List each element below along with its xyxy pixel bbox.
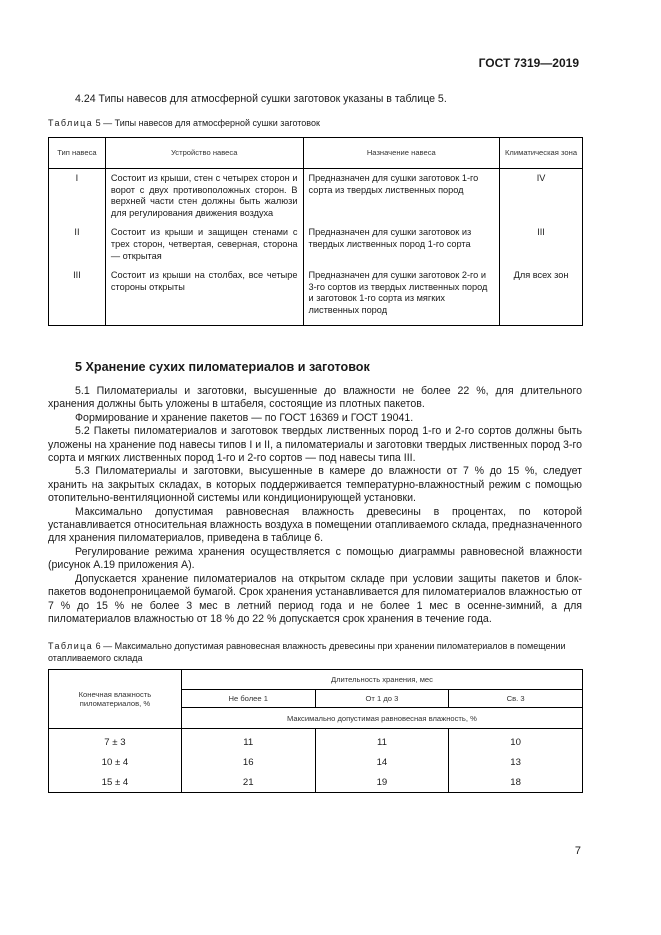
table-row [49,169,583,228]
paragraph: Максимально допустимая равновесная влажность древесины в процентах, по которой устанавливается относительная влажность воздуха в помещении отапливаемого склада, предназначенного для хранения пиломатериалов, приведена в таблице 6. [48,505,582,545]
paragraph: 5.2 Пакеты пиломатериалов и заготовок твердых лиственных пород 1-го и 2-го сортов должны быть уложены на хранение под навесы типов I и II, а пиломатериалы и заготовки твердых лиственных пород 3-го сорта и мягких лиственных пород 1-го и 2-го сортов — под навесы типа III. [48,425,582,465]
table5-header-type: Тип навеса [49,138,106,169]
table6-header-period: Не более 1 [181,690,315,708]
table6-header-period: Св. 3 [449,690,583,708]
paragraph: Регулирование режима хранения осуществляется с помощью диаграммы равновесной влажности (рисунок А.19 приложения А). [48,545,582,572]
table5-cell-type: III [49,270,106,325]
table5-cell-zone: Для всех зон [500,270,583,325]
table5-cell-zone: III [500,227,583,270]
table5-cell-structure: Состоит из крыши на столбах, все четыре стороны открыты [105,270,303,325]
table5-cell-structure: Состоит из крыши, стен с четырех сторон и ворот с двух противоположных сторон. В верхней части стен должны быть жалюзи для регулирования движения воздуха [105,169,303,228]
table6-caption-text: 6 — Максимально допустимая равновесная влажность древесины при хранении пиломатериалов в помещении отапливаемого склада [48,641,566,663]
table5-cell-purpose: Предназначен для сушки заготовок из твердых лиственных пород 1-го сорта [303,227,500,270]
page-number: 7 [574,845,581,857]
table6-cell: 11 [181,729,315,753]
table6-header-equilibrium: Максимально допустимая равновесная влажность, % [181,708,582,729]
table5-cell-structure: Состоит из крыши и защищен стенами с трех сторон, четвертая, северная, сторона — открытая [105,227,303,270]
paragraph: Допускается хранение пиломатериалов на открытом складе при условии защиты пакетов и блок-пакетов водонепроницаемой бумагой. Срок хранения устанавливается для пиломатериалов влажностью от 7 % до 15 % не более 3 мес в летний период года и не более 1 мес в осенне-зимний, а для пиломатериалов влажностью от 18 % до 22 % допускается срок хранения в течение года. [48,572,582,625]
table5-cell-type: I [49,169,106,228]
table5-cell-zone: IV [500,169,583,228]
table5-cell-type: II [49,227,106,270]
table5-caption-word: Таблица [48,118,94,128]
table5-caption-text: 5 — Типы навесов для атмосферной сушки заготовок [95,118,320,128]
paragraph: Формирование и хранение пакетов — по ГОСТ 16369 и ГОСТ 19041. [75,411,414,424]
paragraph-4-24: 4.24 Типы навесов для атмосферной сушки заготовок указаны в таблице 5. [75,93,447,105]
document-code: ГОСТ 7319—2019 [478,56,579,70]
table-row [49,772,583,793]
table6-cell: 16 [181,752,315,772]
table5-cell-purpose: Предназначен для сушки заготовок 2-го и 3-го сортов из твердых лиственных пород и заготовок 1-го сорта из мягких лиственных пород [303,270,500,325]
table6-cell: 10 [449,729,583,753]
table6-cell: 13 [449,752,583,772]
table5-header-structure: Устройство навеса [105,138,303,169]
table6-caption-word: Таблица [48,641,94,651]
table6-caption [48,641,583,664]
table5-cell-purpose: Предназначен для сушки заготовок 1-го сорта из твердых лиственных пород [303,169,500,228]
table5-caption [48,118,588,130]
table-row [49,270,583,325]
table-row [49,729,583,753]
section-5-title: 5 Хранение сухих пиломатериалов и заготовок [75,360,370,374]
table5-header-zone: Климатическая зона [500,138,583,169]
paragraph: 5.3 Пиломатериалы и заготовки, высушенные в камере до влажности от 7 % до 15 %, следует хранить на закрытых складах, в которых поддерживается температурно-влажностный режим с помощью отопительно-вентиляционной системы или кондиционирующей установки. [48,465,582,505]
table6-cell: 14 [315,752,449,772]
table6-cell: 10 ± 4 [49,752,182,772]
section-5-body [48,385,582,626]
table6-cell: 7 ± 3 [49,729,182,753]
paragraph: 5.1 Пиломатериалы и заготовки, высушенные до влажности не более 22 %, для длительного хранения должны быть уложены в штабеля, состоящие из плотных пакетов. [48,385,582,411]
table-5 [48,137,583,326]
table6-cell: 21 [181,772,315,793]
table6-cell: 15 ± 4 [49,772,182,793]
table6-header-moisture: Конечная влажность пиломатериалов, % [49,670,182,729]
table6-header-period: От 1 до 3 [315,690,449,708]
table6-cell: 11 [315,729,449,753]
table5-header-purpose: Назначение навеса [303,138,500,169]
table-6 [48,669,583,793]
table5-header-row [49,138,583,169]
table6-header-duration: Длительность хранения, мес [181,670,582,690]
table-row [49,227,583,270]
table6-cell: 18 [449,772,583,793]
table-row [49,752,583,772]
table6-cell: 19 [315,772,449,793]
table6-header-row [49,670,583,690]
